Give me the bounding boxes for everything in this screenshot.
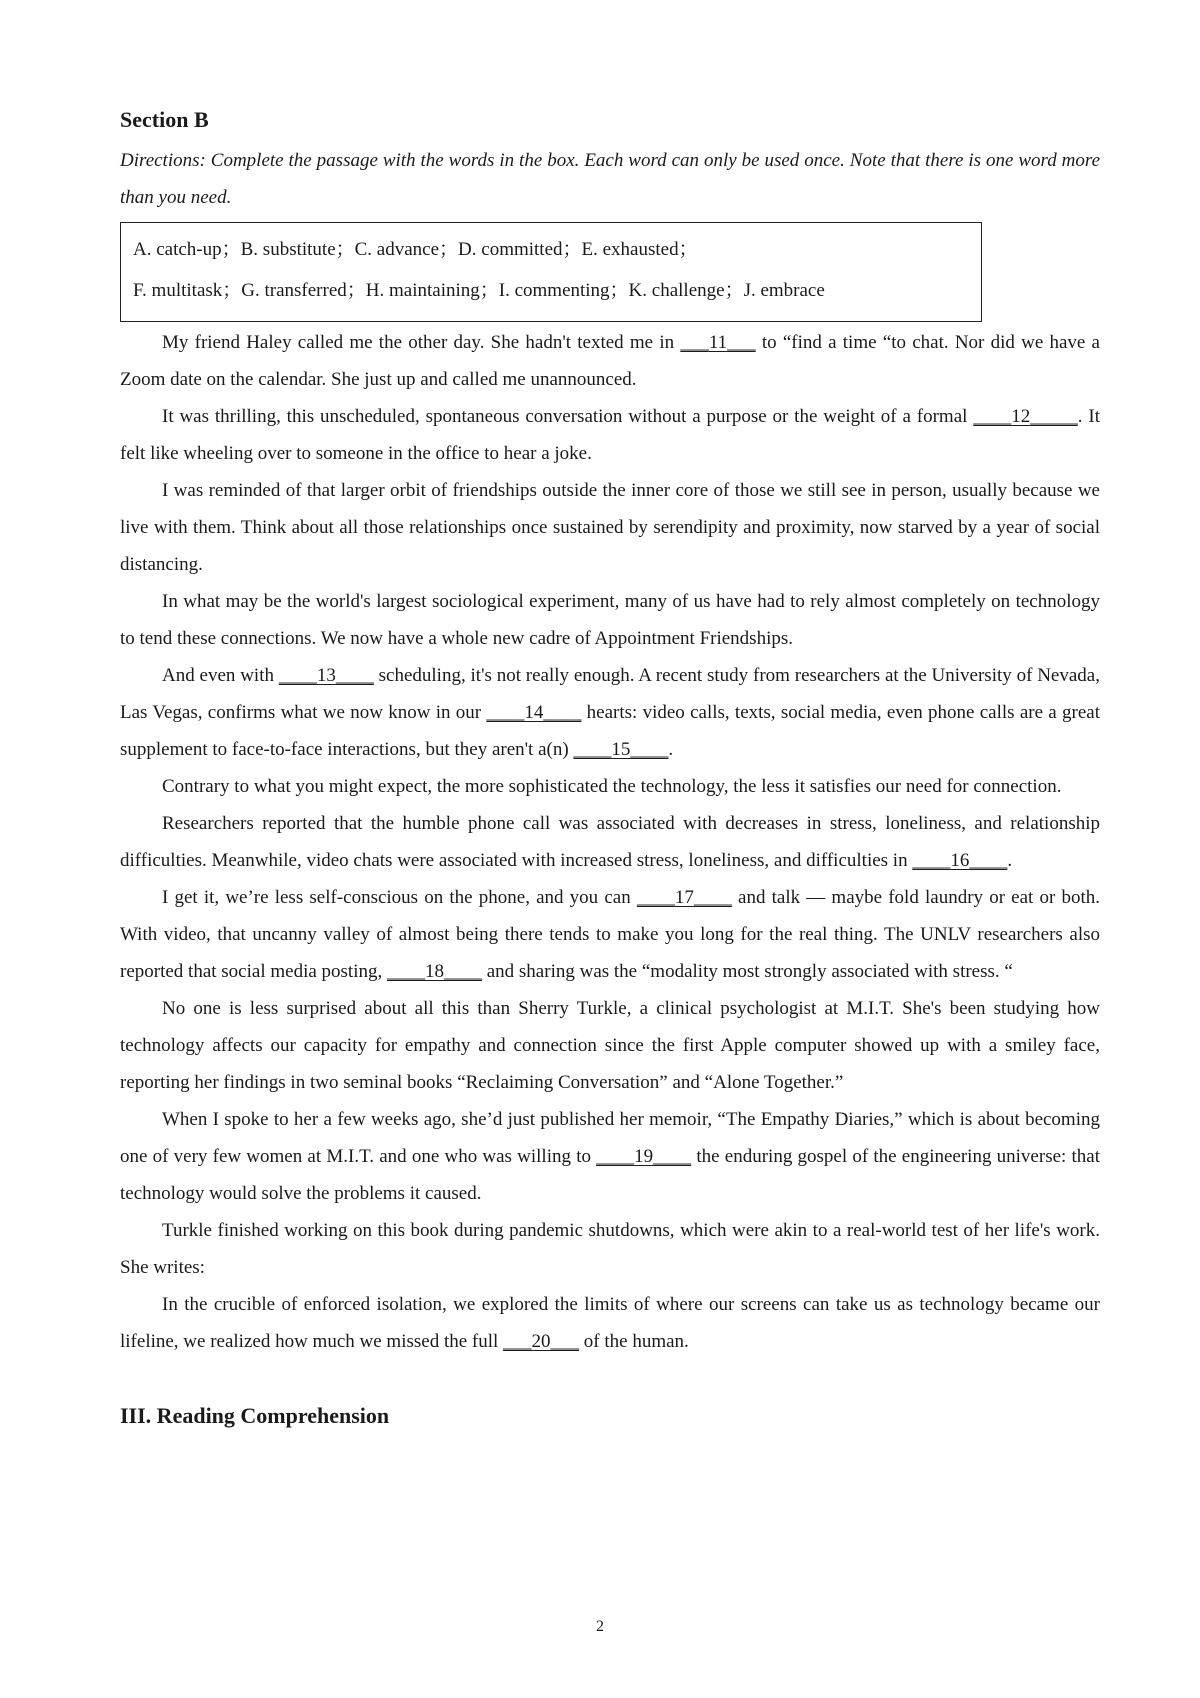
page-content	[120, 98, 1100, 1436]
section-title: Section B	[120, 107, 209, 132]
word-box-line-2: F. multitask；G. transferred；H. maintaining；I. commenting；K. challenge；J. embrace	[133, 280, 825, 301]
paragraph-text: My friend Haley called me the other day. She hadn't texted me in	[162, 332, 681, 353]
directions: Directions: Complete the passage with the words in the box. Each word can only be used once. Note that there is one word more than you need.	[120, 150, 1100, 208]
blank-13: ____13____	[278, 665, 374, 686]
paragraph-text: .	[1007, 850, 1013, 871]
paragraph-3: I was reminded of that larger orbit of friendships outside the inner core of those we still see in person, usually because we live with them. Think about all those relationships once sustained by serendipity and proximity, now starved by a year of social distancing.	[120, 480, 1100, 575]
blank-15: ____15____	[573, 739, 669, 760]
paragraph-10	[120, 1101, 1100, 1212]
paragraph-7	[120, 805, 1100, 879]
paragraph-text: scheduling, it's not really enough. A recent study from researchers at the University of Nevada, Las Vegas, confirms what we now know in our	[120, 665, 1100, 723]
blank-16: ____16____	[912, 850, 1008, 871]
blank-11: ___11___	[680, 332, 756, 353]
paragraph-text: It was thrilling, this unscheduled, spontaneous conversation without a purpose or the weight of a formal	[162, 406, 974, 427]
paragraph-1	[120, 324, 1100, 398]
paragraph-text: In the crucible of enforced isolation, we explored the limits of where our screens can take us as technology became our lifeline, we realized how much we missed the full	[120, 1294, 1100, 1352]
paragraph-text: and talk — maybe fold laundry or eat or both. With video, that uncanny valley of almost being there tends to make you long for the real thing. The UNLV researchers also reported that social media posting,	[120, 887, 1100, 982]
paragraph-2	[120, 398, 1100, 472]
blank-19: ____19____	[596, 1146, 692, 1167]
paragraph-8	[120, 879, 1100, 990]
word-box-line-1: A. catch-up；B. substitute；C. advance；D. committed；E. exhausted；	[133, 239, 698, 260]
paragraph-12	[120, 1286, 1100, 1360]
paragraph-text: Researchers reported that the humble phone call was associated with decreases in stress, loneliness, and relationship difficulties. Meanwhile, video chats were associated with increased stress, loneliness, and difficulties in	[120, 813, 1100, 871]
paragraph-text: . It felt like wheeling over to someone in the office to hear a joke.	[120, 406, 1100, 464]
blank-17: ____17____	[636, 887, 732, 908]
blank-12: ____12_____	[973, 406, 1078, 427]
blank-14: ____14____	[486, 702, 582, 723]
next-section-title: III. Reading Comprehension	[120, 1403, 390, 1428]
paragraph-text: When I spoke to her a few weeks ago, she’d just published her memoir, “The Empathy Diaries,” which is about becoming one of very few women at M.I.T. and one who was willing to	[120, 1109, 1100, 1167]
paragraph-4: In what may be the world's largest sociological experiment, many of us have had to rely almost completely on technology to tend these connections. We now have a whole new cadre of Appointment Friendships.	[120, 591, 1100, 649]
paragraph-text: of the human.	[579, 1331, 689, 1352]
paragraph-text: the enduring gospel of the engineering universe: that technology would solve the problems it caused.	[120, 1146, 1100, 1204]
paragraph-text: and sharing was the “modality most strongly associated with stress. “	[481, 961, 1013, 982]
paragraph-text: .	[668, 739, 674, 760]
paragraph-text: hearts: video calls, texts, social media, even phone calls are a great supplement to face-to-face interactions, but they aren't a(n)	[120, 702, 1100, 760]
paragraph-text: And even with	[162, 665, 279, 686]
paragraph-6: Contrary to what you might expect, the more sophisticated the technology, the less it satisfies our need for connection.	[162, 776, 1062, 797]
paragraph-9: No one is less surprised about all this than Sherry Turkle, a clinical psychologist at M.I.T. She's been studying how technology affects our capacity for empathy and connection since the first Apple computer showed up with a smiley face, reporting her findings in two seminal books “Reclaiming Conversation” and “Alone Together.”	[120, 998, 1100, 1093]
blank-18: ____18____	[386, 961, 482, 982]
paragraph-11: Turkle finished working on this book during pandemic shutdowns, which were akin to a real-world test of her life's work. She writes:	[120, 1220, 1100, 1278]
blank-20: ___20___	[503, 1331, 580, 1352]
passage	[120, 324, 1100, 1360]
word-box	[120, 222, 982, 322]
paragraph-5	[120, 657, 1100, 768]
paragraph-text: I get it, we’re less self-conscious on the phone, and you can	[162, 887, 637, 908]
paragraph-text: to “find a time “to chat. Nor did we have a Zoom date on the calendar. She just up and called me unannounced.	[120, 332, 1100, 390]
page-number: 2	[596, 1618, 604, 1635]
